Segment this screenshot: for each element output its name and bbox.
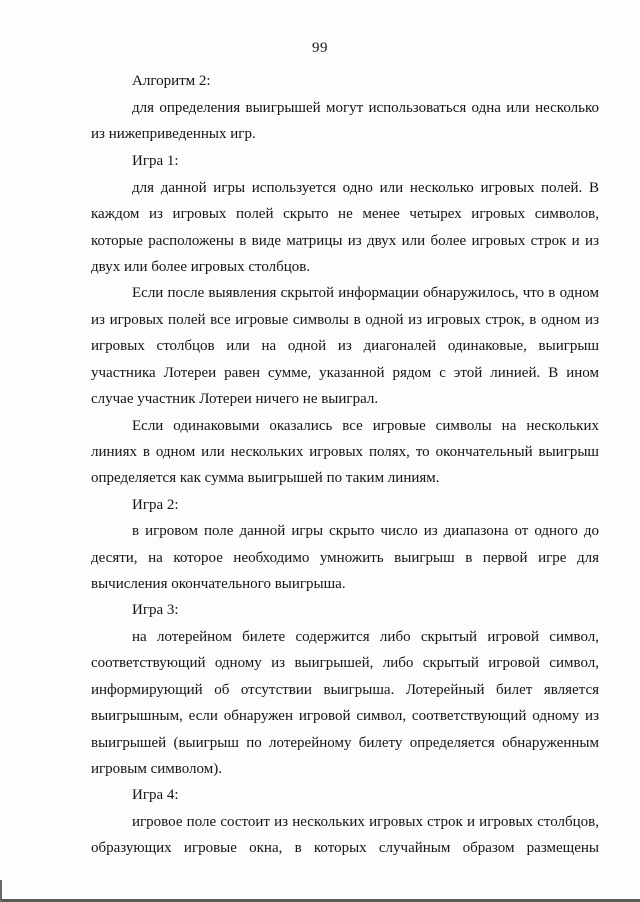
- text-line: на лотерейном билете содержится либо скрытый игровой символ,: [132, 629, 599, 645]
- text-line: в игровом поле данной игры скрыто число из диапазона от одного до: [132, 523, 599, 539]
- section-heading: Игра 2:: [132, 497, 179, 513]
- text-line: выигрышей (выигрыш по лотерейному билету определяется обнаруженным: [91, 735, 599, 751]
- text-line: Если после выявления скрытой информации обнаружилось, что в одном: [132, 285, 599, 301]
- page-number: 99: [312, 40, 328, 56]
- section-heading: Алгоритм 2:: [132, 73, 211, 89]
- text-line: которые расположены в виде матрицы из двух или более игровых строк и из: [91, 233, 599, 249]
- text-line: каждом из игровых полей скрыто не менее четырех игровых символов,: [91, 206, 599, 222]
- section-heading: Игра 1:: [132, 153, 179, 169]
- text-line: двух или более игровых столбцов.: [91, 259, 311, 275]
- text-line: вычисления окончательного выигрыша.: [91, 576, 346, 592]
- text-line: выигрышным, если обнаружен игровой символ, соответствующий одному из: [91, 708, 599, 724]
- text-line: случае участник Лотереи ничего не выиграл.: [91, 391, 379, 407]
- text-line: игровых столбцов или на одной из диагоналей одинаковые, выигрыш: [91, 338, 599, 354]
- section-heading: Игра 3:: [132, 602, 179, 618]
- text-line: информирующий об отсутствии выигрыша. Лотерейный билет является: [91, 682, 599, 698]
- text-line: для данной игры используется одно или несколько игровых полей. В: [132, 180, 599, 196]
- text-line: определяется как сумма выигрышей по таким линиям.: [91, 470, 440, 486]
- text-line: десяти, на которое необходимо умножить выигрыш в первой игре для: [91, 550, 599, 566]
- text-line: из игровых полей все игровые символы в одной из игровых строк, в одном из: [91, 312, 599, 328]
- text-line: для определения выигрышей могут использоваться одна или несколько: [132, 100, 599, 116]
- text-line: из нижеприведенных игр.: [91, 126, 256, 142]
- text-line: соответствующий одному из выигрышей, либо скрытый игровой символ,: [91, 655, 599, 671]
- text-line: игровое поле состоит из нескольких игровых строк и игровых столбцов,: [132, 814, 599, 830]
- text-line: участника Лотереи равен сумме, указанной рядом с этой линией. В ином: [91, 365, 599, 381]
- text-line: Если одинаковыми оказались все игровые символы на нескольких: [132, 418, 599, 434]
- section-heading: Игра 4:: [132, 787, 179, 803]
- text-line: линиях в одном или нескольких игровых полях, то окончательный выигрыш: [91, 444, 599, 460]
- text-line: игровым символом).: [91, 761, 222, 777]
- scan-edge-mark: [0, 880, 2, 902]
- text-line: образующих игровые окна, в которых случайным образом размещены: [91, 840, 599, 856]
